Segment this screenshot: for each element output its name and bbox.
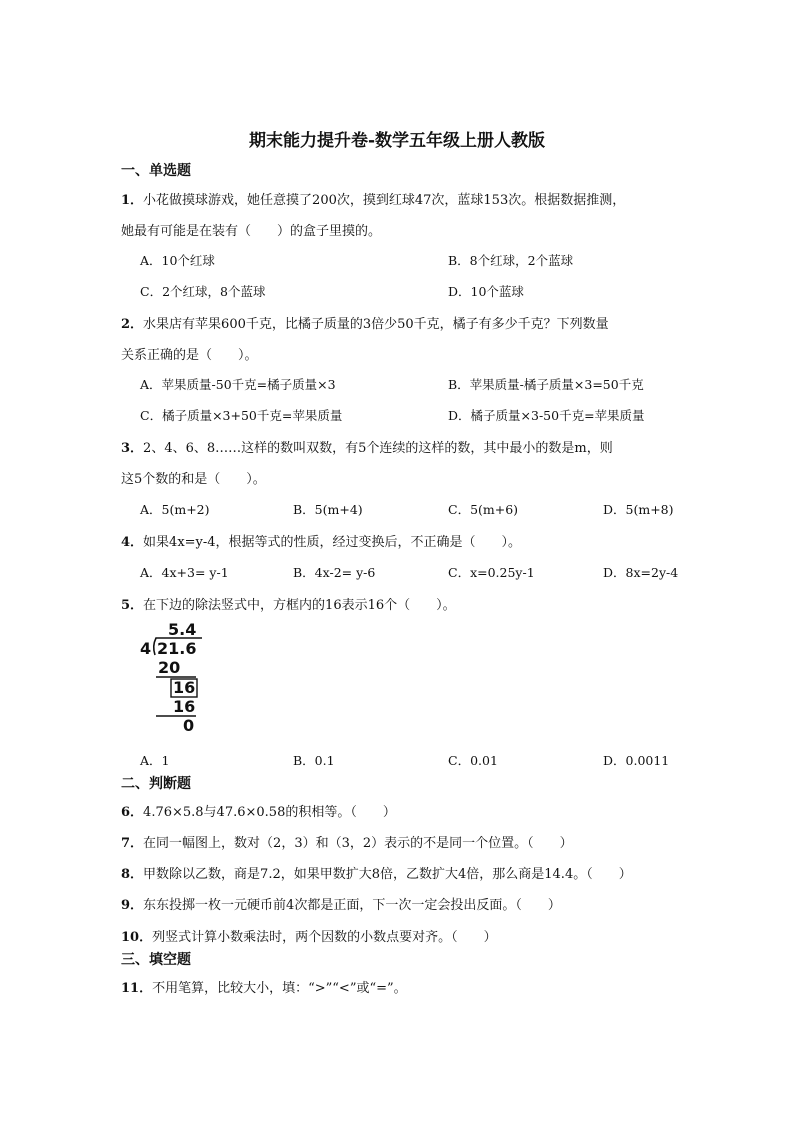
question-text: 甲数除以乙数，商是7.2，如果甲数扩大8倍，乙数扩大4倍，那么商是14.4。（ ） [143,867,632,882]
section-heading-single-choice: 一、单选题 [121,163,191,179]
question-text: 小花做摸球游戏，她任意摸了200次，摸到红球47次，蓝球153次。根据数据推测， [143,193,626,208]
question-number: 10． [121,930,153,945]
division-remainder: 0 [183,716,195,735]
option-b: B．苹果质量-橘子质量×3=50千克 [448,377,644,392]
option-b: B．5(m+4) [293,502,363,517]
question-10 [121,926,497,945]
option-a: A．苹果质量-50千克=橘子质量×3 [140,377,336,392]
question-6 [121,801,396,820]
question-3 [121,437,613,456]
question-2 [121,313,609,332]
option-c: C．0.01 [448,753,498,768]
division-quotient: 5.4 [168,620,197,639]
division-dividend: 21.6 [157,639,197,658]
question-number: 6． [121,805,144,820]
option-a: A．4x+3= y-1 [140,565,229,580]
option-a: A．1 [140,753,170,768]
option-d: D．橘子质量×3-50千克=苹果质量 [448,408,645,423]
question-number: 7． [121,836,144,851]
question-text: 列竖式计算小数乘法时，两个因数的小数点要对齐。（ ） [152,930,497,945]
option-b: B．8个红球，2个蓝球 [448,253,574,268]
option-d: D．8x=2y-4 [603,565,679,580]
question-9 [121,894,561,913]
question-7 [121,832,573,851]
question-1 [121,189,625,208]
page-title: 期末能力提升卷-数学五年级上册人教版 [248,131,546,151]
division-boxed-value: 16 [173,678,196,697]
division-step-1: 20 [158,658,181,677]
question-text: 如果4x=y-4，根据等式的性质，经过变换后，不正确是（ ）。 [143,535,522,550]
division-divisor: 4 [140,639,152,658]
question-number: 11． [121,981,153,996]
question-text: 4.76×5.8与47.6×0.58的积相等。（ ） [143,805,396,820]
question-number: 2． [121,317,144,332]
question-number: 8． [121,867,144,882]
question-text: 水果店有苹果600千克，比橘子质量的3倍少50千克，橘子有多少千克？下列数量 [143,317,609,332]
option-c: C．2个红球，8个蓝球 [140,284,266,299]
question-3-continuation: 这5个数的和是（ ）。 [121,472,266,487]
option-c: C．x=0.25y-1 [448,565,535,580]
section-heading-true-false: 二、判断题 [121,776,191,792]
question-1-continuation: 她最有可能是在装有（ ）的盒子里摸的。 [121,224,382,239]
question-text: 在同一幅图上，数对（2，3）和（3，2）表示的不是同一个位置。（ ） [143,836,573,851]
section-heading-fill-in: 三、填空题 [121,952,191,968]
question-text: 不用笔算，比较大小，填：“>”“<”或“=”。 [152,981,407,996]
question-11 [121,977,407,996]
question-number: 1． [121,193,144,208]
question-text: 东东投掷一枚一元硬币前4次都是正面，下一次一定会投出反面。（ ） [143,898,561,913]
question-number: 4． [121,535,144,550]
option-d: D．10个蓝球 [448,284,524,299]
question-number: 9． [121,898,144,913]
question-8 [121,863,632,882]
division-step-2: 16 [173,697,196,716]
option-b: B．0.1 [293,753,335,768]
question-2-continuation: 关系正确的是（ ）。 [121,348,258,363]
option-d: D．5(m+8) [603,502,674,517]
option-a: A．10个红球 [140,253,215,268]
question-text: 2、4、6、8……这样的数叫双数，有5个连续的这样的数，其中最小的数是m，则 [143,441,613,456]
option-c: C．5(m+6) [448,502,519,517]
question-4 [121,531,521,550]
option-c: C．橘子质量×3+50千克=苹果质量 [140,408,343,423]
option-a: A．5(m+2) [140,502,210,517]
question-5 [121,594,456,613]
question-number: 3． [121,441,144,456]
option-d: D．0.0011 [603,753,670,768]
question-text: 在下边的除法竖式中，方框内的16表示16个（ ）。 [143,598,456,613]
long-division-figure [130,620,220,735]
option-b: B．4x-2= y-6 [293,565,376,580]
question-number: 5． [121,598,144,613]
